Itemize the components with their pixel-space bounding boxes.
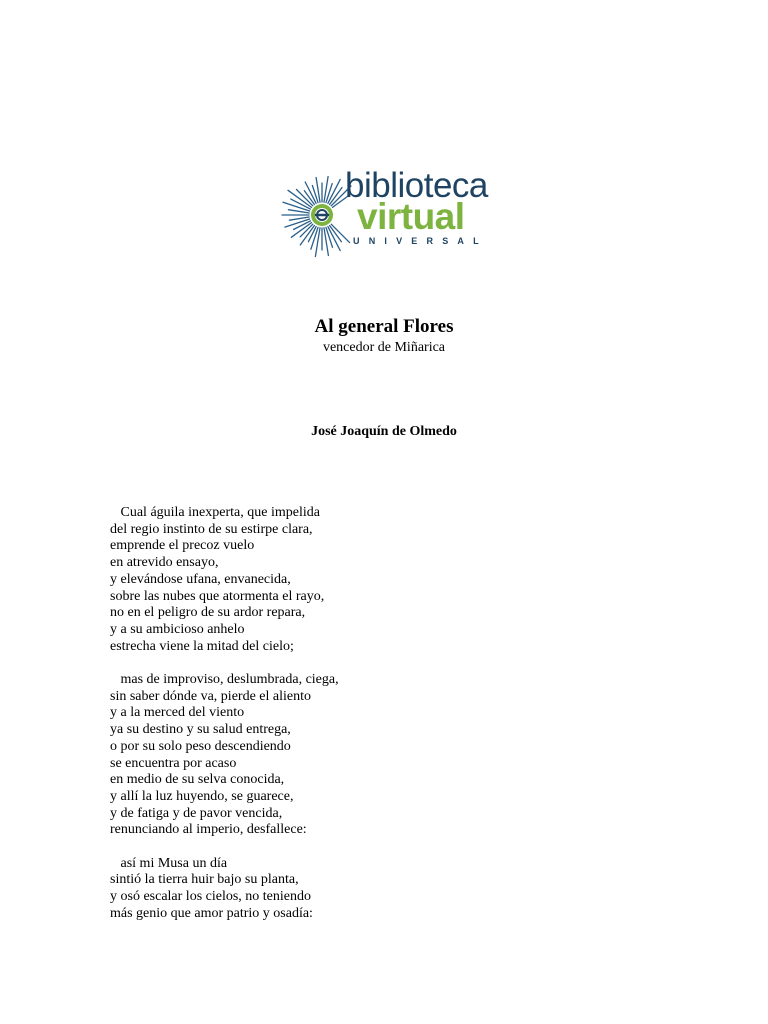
poem-line: se encuentra por acaso xyxy=(110,755,237,771)
poem-body xyxy=(110,505,610,923)
poem-stanza xyxy=(110,505,610,655)
poem-line: emprende el precoz vuelo xyxy=(110,538,255,554)
poem-line: en atrevido ensayo, xyxy=(110,555,219,571)
poem-line: sintió la tierra huir bajo su planta, xyxy=(110,872,299,888)
logo-text-virtual: virtual xyxy=(357,196,465,237)
poem-line: no en el peligro de su ardor repara, xyxy=(110,605,306,621)
poem-line: y a la merced del viento xyxy=(110,705,245,721)
document-subtitle: vencedor de Miñarica xyxy=(322,340,446,355)
poem-line: mas de improviso, deslumbrada, ciega, xyxy=(110,672,339,688)
poem-line: renunciando al imperio, desfallece: xyxy=(110,822,307,838)
poem-line: y osó escalar los cielos, no teniendo xyxy=(110,889,312,905)
poem-line: del regio instinto de su estirpe clara, xyxy=(110,521,313,537)
stanza-gap xyxy=(110,839,610,856)
poem-line: ya su destino y su salud entrega, xyxy=(110,722,291,738)
logo-text-universal: UNIVERSAL xyxy=(353,236,488,246)
poem-line: Cual águila inexperta, que impelida xyxy=(110,505,320,520)
poem-line: sin saber dónde va, pierde el aliento xyxy=(110,688,311,704)
poem-line: y elevándose ufana, envanecida, xyxy=(110,571,291,587)
poem-line: y de fatiga y de pavor vencida, xyxy=(110,805,283,821)
poem-stanza xyxy=(110,856,610,923)
biblioteca-virtual-logo xyxy=(265,165,510,265)
poem-line: sobre las nubes que atormenta el rayo, xyxy=(110,588,325,604)
poem-line: y a su ambicioso anhelo xyxy=(110,621,245,637)
document-author: José Joaquín de Olmedo xyxy=(311,424,457,439)
poem-line: así mi Musa un día xyxy=(110,855,228,871)
document-title: Al general Flores xyxy=(314,316,454,337)
poem-line: y allí la luz huyendo, se guarece, xyxy=(110,788,294,804)
poem-line: en medio de su selva conocida, xyxy=(110,772,285,788)
poem-stanza xyxy=(110,672,610,839)
poem-line: más genio que amor patrio y osadía: xyxy=(110,905,313,921)
logo-text-biblioteca: biblioteca xyxy=(345,166,488,205)
poem-line: estrecha viene la mitad del cielo; xyxy=(110,638,294,654)
poem-line: o por su solo peso descendiendo xyxy=(110,738,291,754)
stanza-gap xyxy=(110,655,610,672)
